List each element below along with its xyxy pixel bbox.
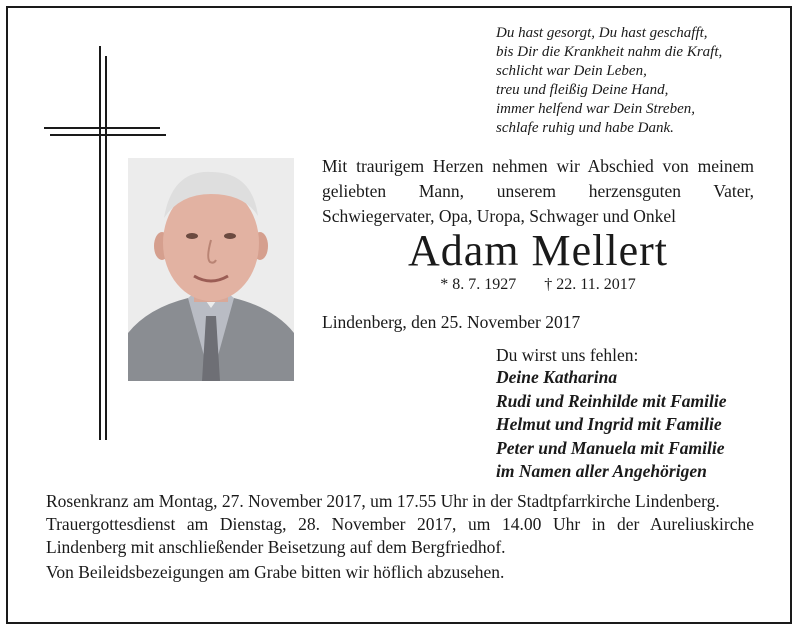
poem-line: bis Dir die Krankheit nahm die Kraft,: [496, 44, 723, 60]
funeral-service-note: Trauergottesdienst am Dienstag, 28. November 2017, um 14.00 Uhr in der Aureliuskirche Lindenberg mit anschließender Beisetzung auf dem Bergfriedhof.: [46, 514, 754, 557]
mourner-item: Peter und Manuela mit Familie: [496, 437, 725, 458]
cross-icon-vertical-bar: [99, 46, 101, 440]
place-and-date: Lindenberg, den 25. November 2017: [322, 312, 581, 332]
mourner-item: Helmut und Ingrid mit Familie: [496, 414, 722, 434]
death-date: † 22. 11. 2017: [544, 276, 636, 293]
poem-line: immer helfend war Dein Streben,: [496, 101, 695, 117]
poem-line: Du hast gesorgt, Du hast geschafft,: [496, 25, 708, 41]
intro-text: Mit traurigem Herzen nehmen wir Abschied von meinem geliebten Mann, unserem herzensguten Vater, Schwiegervater, Opa, Uropa, Schwager und Onkel: [322, 156, 754, 226]
poem-line: treu und fleißig Deine Hand,: [496, 82, 669, 98]
poem-line: schlafe ruhig und habe Dank.: [496, 120, 674, 136]
condolence-note: Von Beileidsbezeigungen am Grabe bitten wir höflich abzusehen.: [46, 562, 505, 582]
cross-icon-horizontal-bar: [44, 127, 160, 129]
cross-icon-horizontal-bar-shadow: [50, 134, 166, 136]
rosary-note: Rosenkranz am Montag, 27. November 2017, um 17.55 Uhr in der Stadtpfarrkirche Lindenberg.: [46, 491, 720, 511]
life-dates: [322, 274, 754, 296]
miss-line: Du wirst uns fehlen:: [496, 345, 639, 365]
memorial-poem: [496, 24, 786, 138]
portrait-photo: [128, 158, 294, 381]
birth-date: * 8. 7. 1927: [440, 276, 517, 293]
poem-line: schlicht war Dein Leben,: [496, 63, 647, 79]
deceased-name: Adam Mellert: [407, 226, 669, 275]
mourners-list: [496, 366, 786, 484]
cross-icon-vertical-bar-shadow: [105, 56, 107, 440]
service-notes: [46, 490, 754, 584]
mourner-item: im Namen aller Angehörigen: [496, 461, 707, 481]
mourner-item: Deine Katharina: [496, 367, 618, 387]
mourner-item: Rudi und Reinhilde mit Familie: [496, 390, 727, 411]
